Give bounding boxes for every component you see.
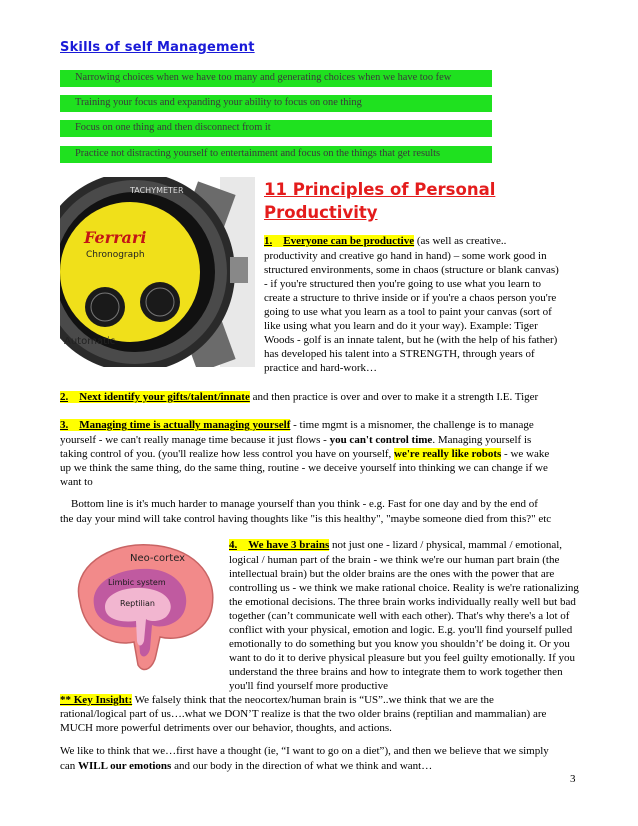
principle-1-line: Woods - golf is an innate talent, but he (with the help of his father) xyxy=(264,334,558,346)
principle-4-first-line xyxy=(229,538,562,552)
principle-1-line: create a structure to thrive inside or if you're a chaos person you're xyxy=(264,292,557,304)
reptilian-label: Reptilian xyxy=(120,599,155,608)
principle-4-line: the emotional decisions. The three brain works individually really well but bad xyxy=(229,596,576,608)
principle-3-line: up we think the same thing, do the same thing, routine - we deceive yourself into thinking we can change if we xyxy=(60,462,548,474)
key-insight-label: ** Key Insight: xyxy=(60,694,133,706)
watch-image xyxy=(60,177,255,367)
principle-4-num: 4. xyxy=(229,539,238,551)
key-insight-line: MUCH more powerful detriments over our behavior, thoughts, and actions. xyxy=(60,722,392,734)
principle-3-first-line xyxy=(60,418,534,432)
principle-4-line: together (can’t communicate well with each other). That's why there's a lot of xyxy=(229,610,570,622)
principle-3-text: - time mgmt is a misnomer, the challenge is to manage xyxy=(290,419,534,431)
principle-4-line: want to do it to derive physical pleasure but you feel guilty emotionally. If you xyxy=(229,652,576,664)
principle-4-text: not just one - lizard / physical, mammal / emotional, xyxy=(329,539,563,551)
principle-1-line: structured environments, some in chaos (structure or blank canvas) xyxy=(264,264,559,276)
principle-3-num: 3. xyxy=(60,419,69,431)
bullet-text: Narrowing choices when we have too many and generating choices when we have too few xyxy=(75,72,452,83)
principles-heading xyxy=(264,178,524,224)
principles-heading-line2: Productivity xyxy=(264,203,378,222)
closing-text: and our body in the direction of what we think and want… xyxy=(171,760,433,772)
key-insight-text: We falsely think that the neocortex/human brain is “US”..we think that we are the xyxy=(132,694,494,706)
principle-1-line: productivity and creative go hand in hand) – some work good in xyxy=(264,250,547,262)
principle-3-text: . Managing yourself is xyxy=(432,434,532,446)
principle-3-text: taking control of you. (you'll realize how less control you have on yourself, xyxy=(60,448,395,460)
neo-cortex-label: Neo-cortex xyxy=(130,553,186,564)
principle-4-line: you'll find yourself more productive xyxy=(229,680,389,692)
principle-4-line: conflict with your physical, emotion and logic. E.g. you'll find yourself pulled xyxy=(229,624,573,636)
page-number: 3 xyxy=(570,773,576,785)
principle-4-line: emotionally to do something but you know you shouldn’t' be doing it. Or you xyxy=(229,638,570,650)
principle-3-line: want to xyxy=(60,476,93,488)
brain-diagram xyxy=(60,537,220,677)
principles-heading-line1: 11 Principles of Personal xyxy=(264,180,496,199)
bullet-text: Focus on one thing and then disconnect from it xyxy=(75,122,271,133)
limbic-system-label: Limbic system xyxy=(108,578,166,587)
principle-4-line: understand the three brains and how to integrate them to work together then xyxy=(229,666,563,678)
watch-auto: Automatic xyxy=(64,336,116,347)
key-insight-line: rational/logical part of us….what we DON’T realize is that the two older brains (reptilian and mammalian) are xyxy=(60,708,547,720)
bullet-text: Training your focus and expanding your ability to focus on one thing xyxy=(75,97,362,108)
principle-1-num: 1. xyxy=(264,235,273,247)
bullet-highlight xyxy=(60,95,492,112)
closing-line: We like to think that we…first have a thought (ie, “I want to go on a diet”), and then we believe that we simply xyxy=(60,745,549,757)
principle-4-line: logical / human part of the brain - we think we're our human part brain (the xyxy=(229,554,560,566)
bullet-text: Practice not distracting yourself to entertainment and focus on the things that get results xyxy=(75,148,441,159)
watch-brand: Ferrari xyxy=(84,228,147,247)
closing-line xyxy=(60,759,432,773)
bottom-line-text: the day your mind will take control having thoughts like "is this healthy", "maybe someone died from this?" etc xyxy=(60,513,552,525)
principle-4-title: We have 3 brains xyxy=(248,539,330,551)
principle-1-line: - if you're structured then you're going to use what you learn to xyxy=(264,278,542,290)
principle-1-line: going to use what you learn as a tool to paint your canvas (sort of xyxy=(264,306,552,318)
principle-3-text: - we wake xyxy=(501,448,550,460)
page-title: Skills of self Management xyxy=(60,40,255,55)
principle-3-title: Managing time is actually managing yourself xyxy=(79,419,291,431)
principle-1-line: like using what you learn and do it your way). Example: Tiger xyxy=(264,320,538,332)
principle-2 xyxy=(60,390,538,404)
principle-1-line: (as well as creative.. xyxy=(414,235,507,247)
principle-3-text: yourself - we can't really manage time because it just flows - xyxy=(60,434,330,446)
watch-bezel: TACHYMETER xyxy=(130,186,184,195)
principle-1-first-line xyxy=(264,234,506,248)
closing-text: can xyxy=(60,760,79,772)
closing-emphasis: WILL our emotions xyxy=(78,760,172,772)
principle-2-title: Next identify your gifts/talent/innate xyxy=(79,391,250,403)
principle-3-line xyxy=(60,433,531,447)
key-insight-line xyxy=(60,693,494,707)
bottom-line-text: Bottom line is it's much harder to manage yourself than you think - e.g. Fast for one day and by the end of xyxy=(60,498,538,510)
bullet-highlight xyxy=(60,120,492,137)
principle-4-line: controlling us - we think we make rational choice. Reality is we're rationalizing xyxy=(229,582,579,594)
principle-2-text: and then practice is over and over to make it a strength I.E. Tiger xyxy=(249,391,539,403)
principle-1-line: has developed his talent into a STRENGTH, through years of xyxy=(264,348,535,360)
bullet-highlight xyxy=(60,70,492,87)
principle-2-num: 2. xyxy=(60,391,69,403)
bullet-highlight xyxy=(60,146,492,163)
principle-3-emphasis: you can't control time xyxy=(329,434,433,446)
principle-1-title: Everyone can be productive xyxy=(283,235,415,247)
principle-4-line: intellectual brain) but the older brains are the ones with the power that are xyxy=(229,568,555,580)
principle-1-line: practice and hard-work… xyxy=(264,362,378,374)
principle-3-highlight: we're really like robots xyxy=(394,448,502,460)
watch-sub: Chronograph xyxy=(86,250,145,260)
principle-3-line xyxy=(60,447,549,461)
